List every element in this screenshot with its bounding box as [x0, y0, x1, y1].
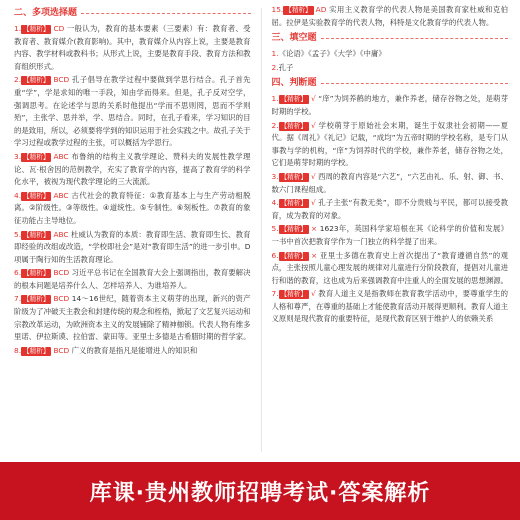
item-number: 5. — [271, 224, 279, 234]
analysis-tag: 【精析】 — [23, 269, 50, 278]
analysis-tag: 【精析】 — [280, 290, 307, 299]
fill-item — [272, 48, 509, 61]
judge-mark: √ — [310, 94, 316, 104]
item-number: 4. — [271, 198, 279, 208]
item-text: 广义的教育是指凡是能增进人的知识和 — [69, 345, 198, 355]
answer-letters: AD — [315, 5, 327, 14]
item-text: 14～16世纪，随着资本主义萌芽的出现，新兴的资产阶级为了冲破天主教会和封建传统的观念和桎梏，掀起了文艺复兴运动和宗教改革运动，为欧洲资本主义的发展铺除了精神枷锁。代表人物有维多里诺、伊拉斯谟、拉伯雷、蒙田等。亚里士多德是古希腊时期的哲学家。 — [14, 294, 251, 342]
answer-item — [14, 74, 251, 150]
judge-item — [272, 120, 509, 170]
item-text: 孔子主张“有教无类”，即不分贵贱与平民，都可以接受教育，成为教育的对象。 — [271, 198, 508, 220]
item-number: 2. — [271, 120, 279, 130]
item-text: 1623年，英国科学家培根在其《论科学的价值和发展》一书中首次把教育学作为一门独立的科学提了出来。 — [271, 224, 508, 246]
item-number: 4. — [14, 190, 22, 200]
item-number: 3. — [271, 171, 279, 181]
answer-letters: ABC — [53, 190, 69, 200]
analysis-tag: 【精析】 — [23, 76, 50, 85]
judge-mark: √ — [310, 120, 316, 130]
analysis-tag: 【精析】 — [285, 6, 312, 14]
judge-item — [272, 223, 509, 248]
answer-letters: BCD — [53, 345, 70, 355]
item-number: 6. — [271, 250, 279, 260]
judge-item — [272, 197, 509, 222]
section-fill-blank-title: 三、填空题 — [272, 32, 509, 45]
answer-letters: BCD — [53, 294, 70, 304]
item-number: 5. — [14, 229, 22, 239]
item-number: 8. — [14, 345, 22, 355]
item-text: 习近平总书记在全国教育大会上强调指出，教育要解决的根本问题是培养什么人、怎样培养人、为谁培养人。 — [14, 268, 251, 290]
answer-item — [14, 345, 251, 358]
answer-item — [14, 293, 251, 343]
analysis-tag: 【精析】 — [23, 295, 50, 304]
judge-mark: √ — [310, 198, 316, 208]
analysis-tag: 【精析】 — [280, 121, 307, 130]
item-number: 6. — [14, 268, 22, 278]
judge-mark: × — [310, 224, 318, 234]
analysis-tag: 【精析】 — [280, 225, 307, 234]
answer-letters: ABC — [53, 229, 69, 239]
answer-item — [14, 23, 251, 73]
item-number: 7. — [271, 289, 279, 299]
answer-letters: BCD — [53, 75, 70, 85]
judge-mark: √ — [310, 171, 316, 181]
judge-item — [272, 288, 509, 326]
item-text: 西周的教育内容是“六艺”，“六艺由礼、乐、射、御、书、数六门课程组成。 — [271, 171, 508, 194]
fill-item-list — [272, 48, 509, 74]
fill-item — [272, 62, 509, 75]
analysis-tag: 【精析】 — [280, 199, 307, 208]
item-text: 实用主义教育学的代表人物是美国教育家杜威和克伯屈。拉伊是实验教育学的代表人物，科特是文化教育学的代表人物。 — [271, 5, 508, 27]
answer-item — [272, 4, 509, 29]
answer-letters: BCD — [53, 268, 70, 278]
analysis-tag: 【精析】 — [23, 346, 50, 355]
column-divider — [261, 8, 262, 452]
analysis-tag: 【精析】 — [23, 25, 50, 33]
analysis-tag: 【精析】 — [280, 172, 307, 181]
analysis-tag: 【精析】 — [23, 152, 50, 161]
item-text: 古代社会的教育特征：①教育基本上与生产劳动相脱离。②阶级性。③等级性。④道统性。⑤专制性。⑥刻板性。⑦教育的象征功能占主导地位。 — [14, 190, 251, 225]
judge-mark: × — [310, 250, 318, 260]
banner-text: 库课·贵州教师招聘考试·答案解析 — [89, 480, 431, 506]
answer-item — [14, 229, 251, 267]
item-text: 一般认为，教育的基本要素（三要素）有：教育者、受教育者、教育媒介(教育影响)。其中，教育媒介从内容上说，主要是教育内容、教学材料或教科书；从形式上说，主要是教育手段、教育方法和教育组织形式。 — [14, 24, 251, 71]
answer-letters: CD — [53, 24, 65, 33]
answer-item — [14, 190, 251, 228]
judge-item — [272, 93, 509, 118]
judge-mark: √ — [310, 289, 316, 299]
right-column — [272, 4, 509, 456]
item-text: 孔子 — [278, 62, 294, 72]
answer-letters: ABC — [53, 151, 69, 161]
answer-item — [14, 267, 251, 292]
item-text: 教育人道主义是指教师在教育教学活动中，要尊重学生的人格和尊严，在尊重的基础上才能使教育活动开展得更顺利。教育人道主义原则是现代教育的重要特征，是现代教育区别于维护人的依赖关系 — [271, 289, 508, 324]
item-text: 学校萌芽于原始社会末期，诞生于奴隶社会初期——夏代。据《周礼》《礼记》记载，“成均”为五帝时期的学校名称，是专门从事教与学的机构，“庠”为饲养时代的学校，兼作养老，储存谷物之处，它们是萌芽时期的学校。 — [271, 120, 508, 168]
footer-banner — [0, 462, 520, 520]
analysis-tag: 【精析】 — [280, 95, 307, 104]
item-text: 孔子倡导在教学过程中要做到学思行结合。孔子首先重“学”，学是求知的唯一手段，知由学而得来。但是，孔子反对空学，强调思考。在论述学与思的关系时他提出“学而不思则罔，思而不学则殆”，主张学、思并举，学、思结合。同时，在孔子看来，学习知识的目的是致用，所以，必须要将学到的知识运用于社会实践之中。故孔子关于学习过程或教学过程的主张，可以概括为学思行。 — [14, 75, 251, 148]
analysis-tag: 【精析】 — [23, 230, 50, 239]
item-number: 2. — [271, 62, 279, 72]
left-column — [14, 4, 251, 456]
item-text: 《论语》《孟子》《大学》《中庸》 — [278, 49, 386, 59]
item-text: 布鲁纳的结构主义教学理论、赞科夫的发展性教学理论、瓦·根舍因的范例教学，充实了教育学的内容，提高了教育学的科学化水平，被视为现代教学理论的三大流派。 — [14, 151, 251, 187]
analysis-tag: 【精析】 — [280, 251, 307, 260]
answer-item — [14, 151, 251, 189]
item-text: 杜威认为教育的本质：教育即生活、教育即生长、教育即经验的改组或改造，“学校即社会”是对“教育即生活”的进一步引申。D项属于陶行知的生活教育理论。 — [14, 229, 251, 264]
item-number: 1. — [271, 49, 279, 59]
answer-page — [14, 4, 508, 456]
judge-item — [272, 250, 509, 288]
judge-item — [272, 171, 509, 196]
judge-item-list — [272, 93, 509, 326]
item-number: 1. — [14, 24, 22, 33]
right-top-item-list — [272, 4, 509, 29]
item-text: 亚里士多德在教育史上首次提出了“教育遵循自然”的观点，主张按照儿童心理发展的规律对儿童进行分阶段教育，提倡对儿童进行和谐的教育，这也成为后来强调教育中注重人的全面发展的思想渊源。 — [271, 250, 508, 285]
section-multiple-choice-title: 二、多项选择题 — [14, 7, 251, 20]
left-item-list — [14, 23, 251, 357]
item-number: 3. — [14, 151, 22, 161]
item-number: 15. — [271, 5, 284, 14]
item-number: 7. — [14, 294, 22, 304]
item-number: 1. — [271, 94, 279, 104]
item-number: 2. — [14, 75, 22, 85]
item-text: “庠”为饲养鹤的地方，兼作养老，储存谷物之处，是萌芽时期的学校。 — [271, 94, 508, 116]
section-judgment-title: 四、判断题 — [272, 77, 509, 90]
analysis-tag: 【精析】 — [23, 191, 50, 200]
